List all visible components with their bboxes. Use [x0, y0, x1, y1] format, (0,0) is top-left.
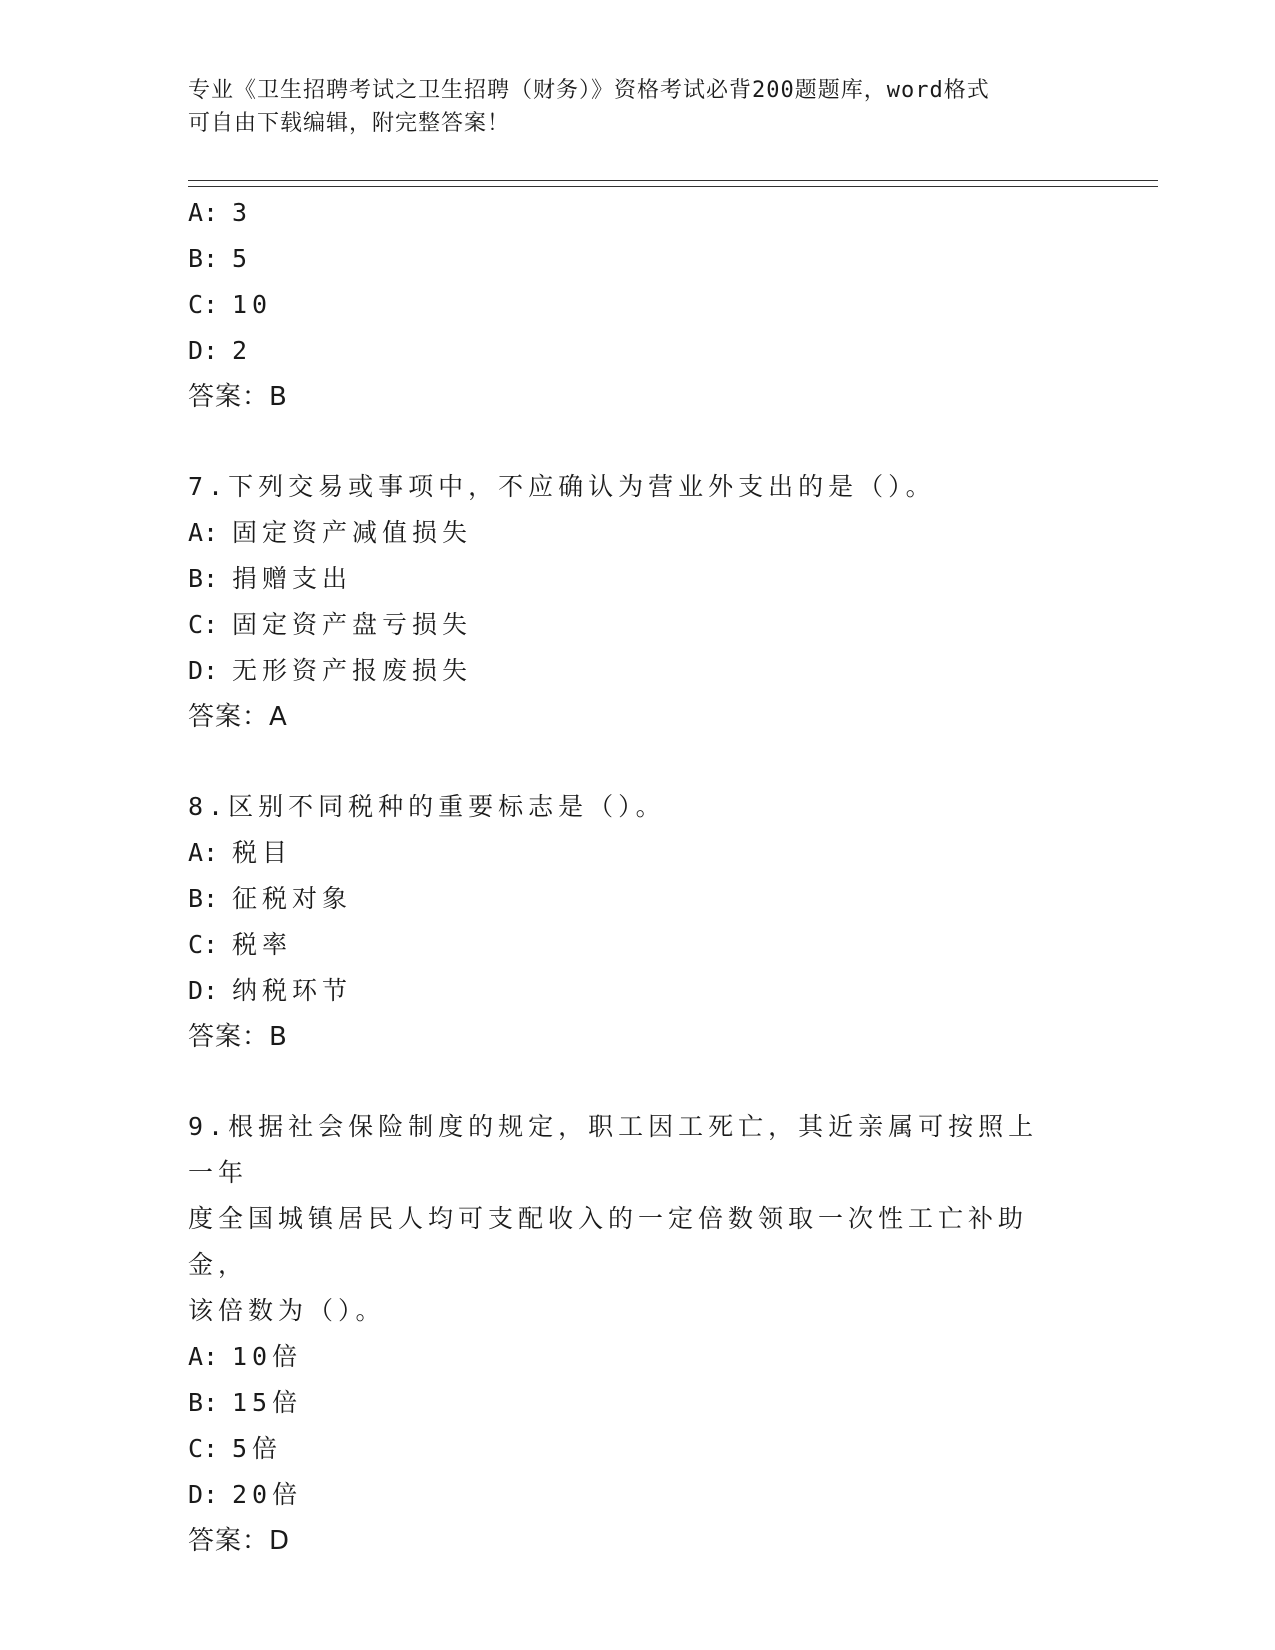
header-title-line-2: 可自由下载编辑，附完整答案！ — [188, 111, 511, 136]
option-d — [188, 328, 1088, 374]
option-label: A: — [188, 838, 219, 867]
answer-line: 答案：A — [188, 702, 288, 732]
option-text: 征税对象 — [232, 884, 353, 913]
option-c — [188, 602, 1088, 648]
option-label: B: — [188, 244, 219, 273]
option-label: C: — [188, 290, 219, 319]
option-text: 15倍 — [232, 1388, 303, 1417]
option-a — [188, 1334, 1088, 1380]
question-text-line-2: 度全国城镇居民人均可支配收入的一定倍数领取一次性工亡补助金， — [188, 1204, 1029, 1279]
option-d — [188, 968, 1088, 1014]
option-label: B: — [188, 884, 219, 913]
option-label: D: — [188, 976, 219, 1005]
option-text: 纳税环节 — [232, 976, 353, 1005]
answer-line: 答案：B — [188, 382, 288, 412]
option-b — [188, 1380, 1088, 1426]
option-text: 5 — [232, 244, 253, 273]
option-a — [188, 830, 1088, 876]
option-d — [188, 648, 1088, 694]
option-a — [188, 190, 1088, 236]
option-label: C: — [188, 930, 219, 959]
document-body — [188, 190, 1088, 1564]
question-text — [188, 1104, 1068, 1334]
question-text-line-3: 该倍数为（）。 — [188, 1296, 386, 1325]
option-text: 10 — [232, 290, 273, 319]
option-text: 3 — [232, 198, 253, 227]
question-9 — [188, 1104, 1088, 1564]
option-text: 20倍 — [232, 1480, 303, 1509]
option-text: 税率 — [232, 930, 293, 959]
document-header — [188, 74, 1068, 140]
option-text: 2 — [232, 336, 253, 365]
question-text: 7.下列交易或事项中，不应确认为营业外支出的是（）。 — [188, 472, 936, 501]
option-text: 固定资产盘亏损失 — [232, 610, 473, 639]
option-label: A: — [188, 518, 219, 547]
header-title-line-1: 专业《卫生招聘考试之卫生招聘（财务）》资格考试必背200题题库，word格式 — [188, 78, 990, 103]
question-text-line-1: 9.根据社会保险制度的规定，职工因工死亡，其近亲属可按照上一年 — [188, 1112, 1039, 1187]
option-b — [188, 236, 1088, 282]
prev-question-block — [188, 190, 1088, 420]
option-b — [188, 556, 1088, 602]
option-text: 固定资产减值损失 — [232, 518, 473, 547]
option-label: D: — [188, 656, 219, 685]
option-c — [188, 922, 1088, 968]
option-label: A: — [188, 198, 219, 227]
option-text: 5倍 — [232, 1434, 283, 1463]
question-8 — [188, 784, 1088, 1060]
option-label: B: — [188, 1388, 219, 1417]
option-b — [188, 876, 1088, 922]
option-c — [188, 282, 1088, 328]
option-label: B: — [188, 564, 219, 593]
question-text: 8.区别不同税种的重要标志是（）。 — [188, 792, 666, 821]
option-text: 10倍 — [232, 1342, 303, 1371]
option-label: A: — [188, 1342, 219, 1371]
option-label: C: — [188, 1434, 219, 1463]
option-label: D: — [188, 336, 219, 365]
option-d — [188, 1472, 1088, 1518]
header-divider — [188, 180, 1158, 187]
answer-line: 答案：B — [188, 1022, 288, 1052]
option-text: 税目 — [232, 838, 293, 867]
option-label: D: — [188, 1480, 219, 1509]
option-c — [188, 1426, 1088, 1472]
question-7 — [188, 464, 1088, 740]
answer-line: 答案：D — [188, 1526, 291, 1556]
option-text: 捐赠支出 — [232, 564, 353, 593]
option-label: C: — [188, 610, 219, 639]
option-a — [188, 510, 1088, 556]
option-text: 无形资产报废损失 — [232, 656, 473, 685]
